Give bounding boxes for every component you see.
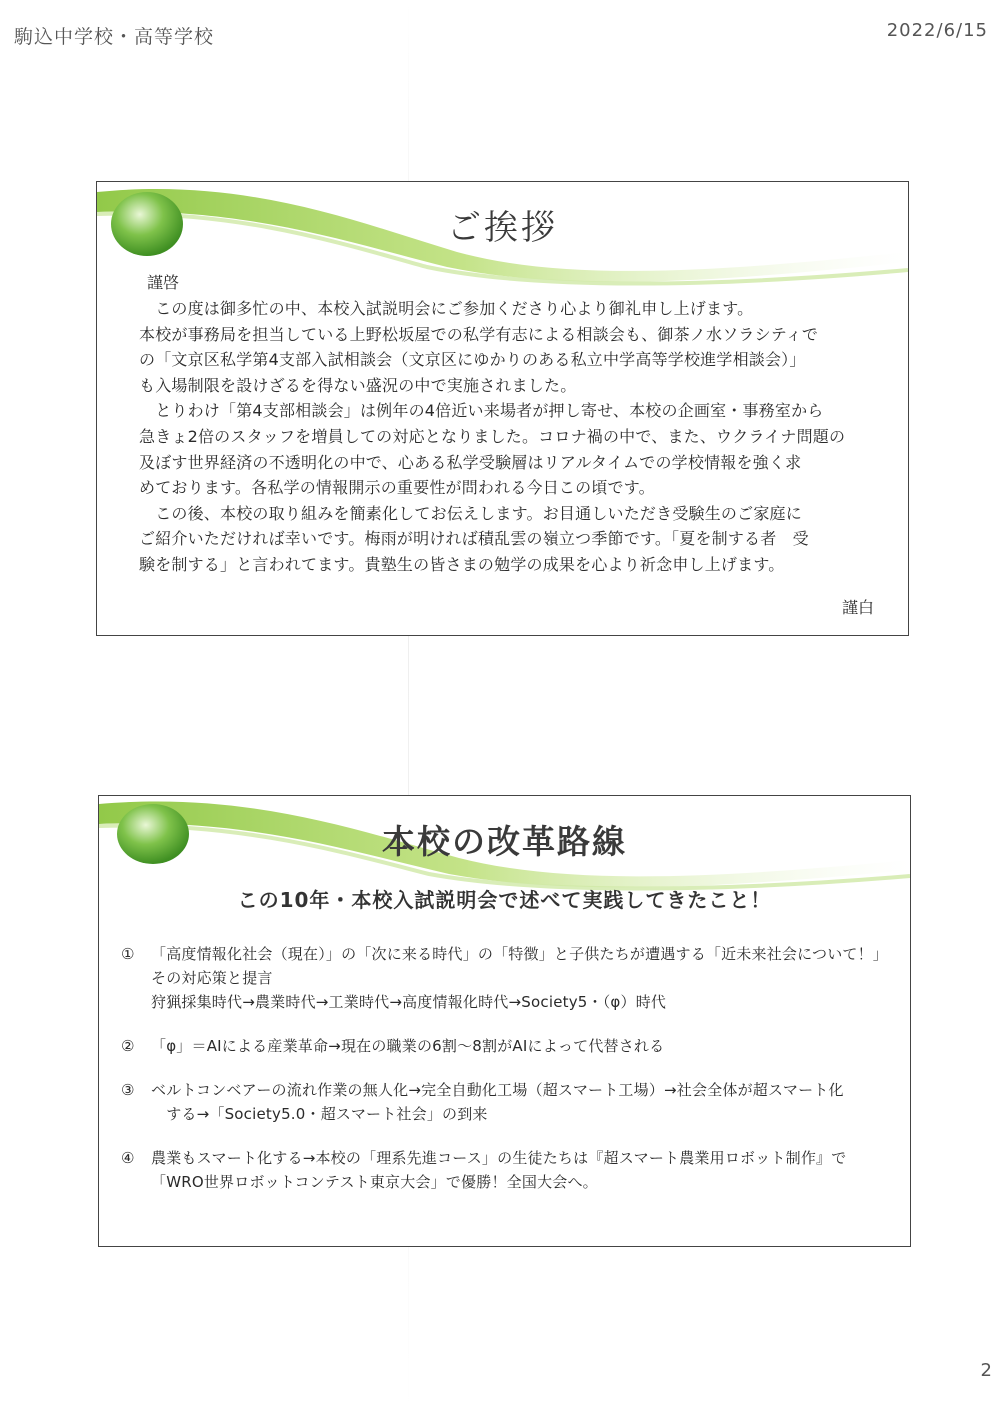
- reform-item: [121, 1078, 891, 1126]
- item-line: ベルトコンベアーの流れ作業の無人化→完全自動化工場（超スマート工場）→社会全体が超スマート化: [151, 1081, 844, 1099]
- greeting-line: この後、本校の取り組みを簡素化してお伝えします。お目通しいただき受験生のご家庭に: [139, 503, 802, 523]
- item-line: 「WRO世界ロボットコンテスト東京大会」で優勝！全国大会へ。: [151, 1173, 598, 1191]
- greeting-title: ご挨拶: [447, 208, 558, 248]
- greeting-line: 験を制する」と言われてます。貴塾生の皆さまの勉学の成果を心より祈念申し上げます。: [139, 554, 785, 574]
- greeting-opening: 謹啓: [147, 273, 180, 292]
- item-line: する→「Society5.0・超スマート社会」の到来: [151, 1105, 488, 1123]
- reform-list: [121, 942, 891, 1214]
- item-number: ④: [121, 1149, 135, 1167]
- greeting-line: も入場制限を設けざるを得ない盛況の中で実施されました。: [139, 375, 577, 395]
- greeting-line: 及ぼす世界経済の不透明化の中で、心ある私学受験層はリアルタイムでの学校情報を強く求: [139, 452, 802, 472]
- page-number: 2: [980, 1360, 992, 1381]
- item-line: 「高度情報化社会（現在）」の「次に来る時代」の「特徴」と子供たちが遭遇する「近未来社会について！」: [151, 945, 889, 963]
- reform-title: 本校の改革路線: [382, 822, 627, 861]
- greeting-line: 本校が事務局を担当している上野松坂屋での私学有志による相談会も、御茶ノ水ソラシティで: [139, 324, 819, 344]
- reform-slide: [98, 795, 911, 1247]
- greeting-line: の「文京区私学第4支部入試相談会（文京区にゆかりのある私立中学高等学校進学相談会）」: [139, 350, 806, 370]
- item-line: 狩猟採集時代→農業時代→工業時代→高度情報化時代→Society5・（φ）時代: [151, 993, 667, 1011]
- reform-subtitle: この10年・本校入試説明会で述べて実践してきたこと！: [237, 888, 772, 912]
- item-line: 「φ」＝AIによる産業革命→現在の職業の6割～8割がAIによって代替される: [151, 1037, 665, 1055]
- document-date: 2022/6/15: [886, 20, 988, 41]
- item-line: 農業もスマート化する→本校の「理系先進コース」の生徒たちは『超スマート農業用ロボット制作』で: [151, 1149, 847, 1167]
- school-name: 駒込中学校・高等学校: [14, 26, 215, 48]
- greeting-line: 急きょ2倍のスタッフを増員しての対応となりました。コロナ禍の中で、また、ウクライナ問題の: [139, 426, 846, 446]
- item-number: ②: [121, 1037, 135, 1055]
- item-line: その対応策と提言: [151, 969, 273, 987]
- greeting-line: ご紹介いただければ幸いです。梅雨が明ければ積乱雲の嶺立つ季節です。「夏を制する者 受: [139, 529, 809, 549]
- item-number: ①: [121, 945, 135, 963]
- greeting-line: めております。各私学の情報開示の重要性が問われる今日この頃です。: [139, 478, 655, 498]
- reform-item: [121, 1146, 891, 1194]
- greeting-closing: 謹白: [841, 598, 874, 617]
- item-number: ③: [121, 1081, 135, 1099]
- reform-item: [121, 1034, 891, 1058]
- greeting-body: [139, 296, 879, 578]
- reform-item: [121, 942, 891, 1014]
- greeting-slide: [96, 181, 909, 636]
- greeting-line: この度は御多忙の中、本校入試説明会にご参加くださり心より御礼申し上げます。: [139, 299, 754, 318]
- greeting-line: とりわけ「第4支部相談会」は例年の4倍近い来場者が押し寄せ、本校の企画室・事務室から: [139, 401, 824, 421]
